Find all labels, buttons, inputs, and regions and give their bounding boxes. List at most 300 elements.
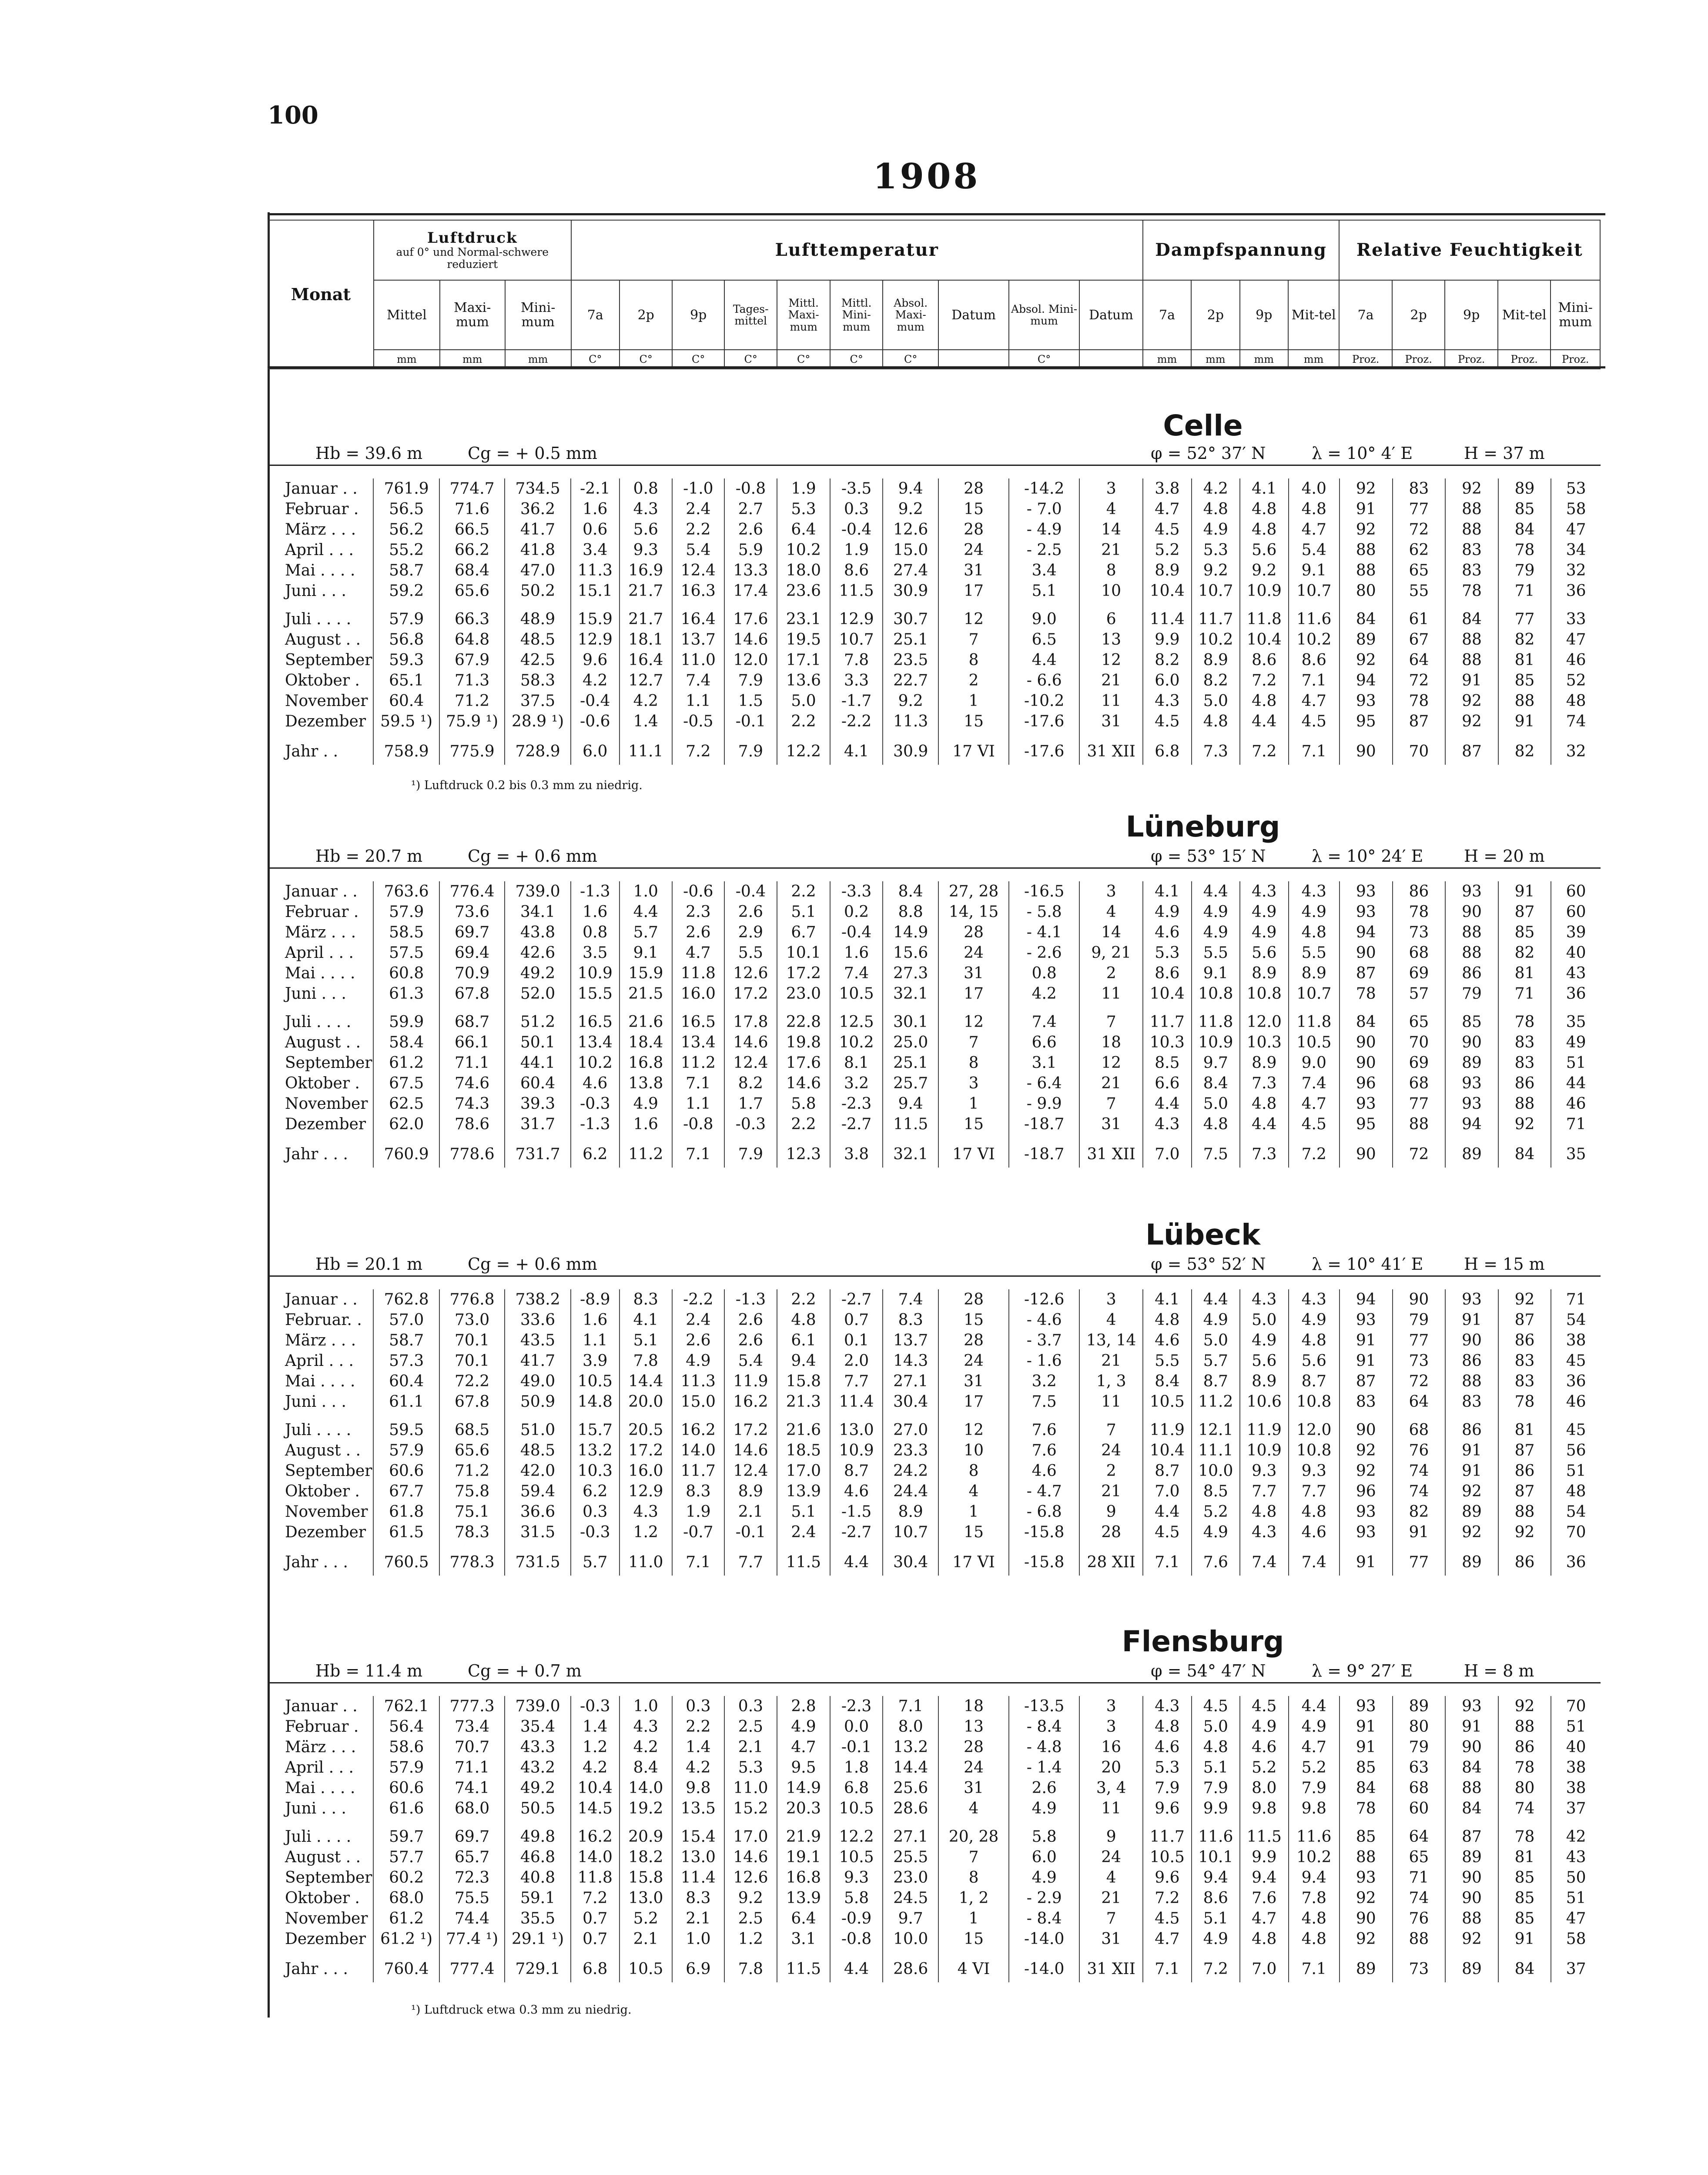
table-cell: 7.8: [724, 1949, 777, 1982]
spacer-cell: [1498, 1412, 1551, 1420]
spacer-cell: [268, 1819, 373, 1827]
table-cell: 68: [1393, 1778, 1446, 1798]
table-cell: 7.8: [620, 1351, 673, 1371]
table-cell: 5.1: [1192, 1908, 1240, 1929]
table-cell: 8.8: [883, 902, 938, 922]
spacer-cell: [571, 1819, 619, 1827]
table-cell: 9.8: [1240, 1798, 1288, 1819]
table-cell: 0.0: [830, 1717, 883, 1737]
table-cell: 3.8: [1143, 478, 1191, 499]
table-cell: 7.2: [1240, 732, 1288, 765]
table-cell: 8: [938, 650, 1009, 670]
row-label: Juni . . .: [285, 582, 346, 600]
table-cell: 32: [1551, 560, 1601, 581]
spacer-cell: [672, 1004, 724, 1012]
table-cell: 1, 3: [1079, 1371, 1143, 1392]
table-cell: 11.4: [1143, 609, 1191, 629]
table-cell: 9.4: [1192, 1867, 1240, 1888]
col-header: 2p: [1392, 280, 1445, 350]
table-cell: 56.4: [373, 1717, 439, 1737]
table-cell: 61.2 ¹): [373, 1929, 439, 1949]
spacer-cell: [1551, 1412, 1601, 1420]
table-cell: 11.5: [1240, 1827, 1288, 1847]
table-cell: 89: [1498, 478, 1551, 499]
table-cell: 2.5: [724, 1908, 777, 1929]
table-cell: 3.2: [830, 1073, 883, 1094]
table-cell: 4.8: [1143, 1310, 1191, 1330]
table-cell: 63: [1393, 1757, 1446, 1778]
page-number: 100: [268, 101, 318, 130]
table-cell: 34: [1551, 540, 1601, 560]
table-row: [268, 711, 1601, 732]
table-cell: 73.6: [439, 902, 505, 922]
table-cell: 5.9: [724, 540, 777, 560]
table-row: [268, 1114, 1601, 1134]
station-title: Flensburg: [1122, 1625, 1284, 1658]
table-cell: 23.5: [883, 650, 938, 670]
table-cell: 12.0: [1289, 1420, 1340, 1440]
table-cell: - 4.8: [1009, 1737, 1079, 1757]
table-row: [268, 1440, 1601, 1461]
spacer-cell: [620, 1412, 673, 1420]
table-row: [268, 478, 1601, 499]
spacer-cell: [439, 1004, 505, 1012]
table-cell: 7.9: [724, 1134, 777, 1168]
row-label: September: [285, 651, 372, 669]
spacer-cell: [1192, 1004, 1240, 1012]
spacer-cell: [830, 601, 883, 609]
table-cell: 4.4: [1192, 1289, 1240, 1310]
row-label: Dezember: [285, 1523, 366, 1541]
spacer-cell: [439, 1819, 505, 1827]
table-cell: 24: [938, 1757, 1009, 1778]
table-cell: 90: [1340, 1134, 1393, 1168]
table-cell: 23.0: [883, 1867, 938, 1888]
table-cell: 7.0: [1143, 1134, 1191, 1168]
table-cell: 11.9: [1143, 1420, 1191, 1440]
table-cell: 61: [1393, 609, 1446, 629]
table-cell: 7.9: [1192, 1778, 1240, 1798]
station-cg: Cg = + 0.7 m: [468, 1661, 582, 1680]
table-cell: 36: [1551, 1543, 1601, 1576]
table-cell: 92: [1498, 1289, 1551, 1310]
table-cell: 27, 28: [938, 881, 1009, 902]
table-cell: 1.1: [672, 691, 724, 711]
row-label: März . . .: [285, 521, 356, 539]
table-cell: 51: [1551, 1717, 1601, 1737]
table-cell: 8.3: [672, 1888, 724, 1908]
table-cell: 78: [1340, 984, 1393, 1004]
spacer-cell: [620, 1819, 673, 1827]
table-cell: 20.3: [777, 1798, 830, 1819]
table-cell: 2.5: [724, 1717, 777, 1737]
table-cell: 7.9: [724, 670, 777, 691]
table-row: [268, 1908, 1601, 1929]
table-cell: 5.3: [1192, 540, 1240, 560]
table-cell: 74: [1393, 1481, 1446, 1502]
table-cell: 6.0: [1009, 1847, 1079, 1867]
table-cell: 72: [1393, 1371, 1446, 1392]
table-cell: 11.9: [724, 1371, 777, 1392]
table-cell: 31: [1079, 711, 1143, 732]
table-cell: 84: [1340, 1778, 1393, 1798]
table-cell: 4.3: [1143, 691, 1191, 711]
table-cell: 44.1: [505, 1053, 571, 1073]
table-cell: 84: [1498, 519, 1551, 540]
table-cell: 59.4: [505, 1481, 571, 1502]
table-cell: 68: [1393, 1073, 1446, 1094]
station-table: [268, 1696, 1601, 1982]
table-cell: 1.8: [830, 1757, 883, 1778]
col-header: Mini-mum: [505, 280, 571, 350]
table-cell: 47.0: [505, 560, 571, 581]
table-cell: 91: [1393, 1522, 1446, 1543]
table-cell: 3.1: [1009, 1053, 1079, 1073]
spacer-cell: [1009, 1004, 1079, 1012]
table-cell: 7: [1079, 1012, 1143, 1032]
table-cell: 2.1: [724, 1502, 777, 1522]
table-cell: 20.0: [620, 1392, 673, 1412]
spacer-cell: [938, 601, 1009, 609]
row-label: September: [285, 1054, 372, 1072]
col-header: 7a: [1339, 280, 1392, 350]
spacer-cell: [777, 1412, 830, 1420]
table-cell: 4.9: [1289, 902, 1340, 922]
table-cell: 57.9: [373, 609, 439, 629]
table-cell: 6.5: [1009, 629, 1079, 650]
table-cell: 11.5: [883, 1114, 938, 1134]
station-longitude: λ = 10° 24′ E: [1312, 847, 1423, 866]
spacer-cell: [938, 1412, 1009, 1420]
station-longitude: λ = 10° 4′ E: [1312, 444, 1413, 463]
table-cell: 31: [938, 1371, 1009, 1392]
spacer-cell: [1143, 601, 1191, 609]
table-cell: 2.6: [724, 902, 777, 922]
table-cell: 7.2: [672, 732, 724, 765]
col-header: Absol. Maxi-mum: [883, 280, 938, 350]
table-cell: 2: [938, 670, 1009, 691]
table-cell: 18.0: [777, 560, 830, 581]
table-cell: 76: [1393, 1440, 1446, 1461]
table-cell: 9.6: [571, 650, 619, 670]
table-cell: 4.5: [1289, 711, 1340, 732]
table-cell: 0.7: [830, 1310, 883, 1330]
table-cell: -0.4: [830, 922, 883, 943]
table-cell: 86: [1498, 1073, 1551, 1094]
table-cell: -2.3: [830, 1094, 883, 1114]
table-cell: 92: [1445, 1522, 1498, 1543]
spacer-cell: [883, 601, 938, 609]
table-cell: 11.6: [1289, 1827, 1340, 1847]
table-cell: 77: [1498, 609, 1551, 629]
table-cell: 93: [1445, 1094, 1498, 1114]
col-unit: mm: [505, 350, 571, 369]
table-cell: 9.6: [1143, 1867, 1191, 1888]
table-cell: 48.5: [505, 629, 571, 650]
table-cell: 1: [938, 1502, 1009, 1522]
table-cell: 1.2: [724, 1929, 777, 1949]
row-spacer: [268, 1819, 1601, 1827]
row-label: Jahr . . .: [285, 1553, 348, 1571]
table-cell: 58.3: [505, 670, 571, 691]
table-cell: 46: [1551, 650, 1601, 670]
table-cell: 59.1: [505, 1888, 571, 1908]
table-cell: 4.9: [1192, 902, 1240, 922]
table-cell: 11.0: [724, 1778, 777, 1798]
table-cell: 12.5: [830, 1012, 883, 1032]
table-cell: 7.4: [1289, 1543, 1340, 1576]
table-cell: 85: [1340, 1757, 1393, 1778]
table-cell: 7.2: [1143, 1888, 1191, 1908]
table-cell: - 4.7: [1009, 1481, 1079, 1502]
table-cell: 27.1: [883, 1371, 938, 1392]
spacer-cell: [571, 1412, 619, 1420]
table-cell: 81: [1498, 1420, 1551, 1440]
table-cell: 2.1: [724, 1737, 777, 1757]
spacer-cell: [268, 601, 373, 609]
table-cell: -14.0: [1009, 1929, 1079, 1949]
table-cell: 85: [1498, 1867, 1551, 1888]
row-label: Jahr . .: [285, 743, 338, 760]
table-cell: 10.7: [883, 1522, 938, 1543]
table-cell: 93: [1340, 1867, 1393, 1888]
table-cell: 52: [1551, 670, 1601, 691]
table-cell: 64: [1393, 650, 1446, 670]
spacer-cell: [1240, 1412, 1288, 1420]
table-cell: 8.9: [1240, 1371, 1288, 1392]
station-latitude: φ = 54° 47′ N: [1151, 1661, 1266, 1680]
table-cell: 92: [1445, 478, 1498, 499]
spacer-cell: [620, 1004, 673, 1012]
spacer-cell: [777, 1004, 830, 1012]
station-table: [268, 478, 1601, 765]
table-cell: 7.5: [1192, 1134, 1240, 1168]
table-cell: 85: [1498, 1908, 1551, 1929]
row-spacer: [268, 1004, 1601, 1012]
table-cell: 6.0: [1143, 670, 1191, 691]
table-cell: 7: [938, 1847, 1009, 1867]
table-cell: 739.0: [505, 1696, 571, 1717]
table-cell: -15.8: [1009, 1543, 1079, 1576]
table-cell: 95: [1340, 711, 1393, 732]
row-label: Oktober .: [285, 672, 360, 689]
table-cell: 28: [938, 478, 1009, 499]
table-cell: 728.9: [505, 732, 571, 765]
table-cell: 9.0: [1009, 609, 1079, 629]
table-cell: 13.4: [571, 1032, 619, 1053]
table-cell: 4.1: [620, 1310, 673, 1330]
table-cell: 75.8: [439, 1481, 505, 1502]
table-cell: 72.3: [439, 1867, 505, 1888]
table-cell: 4: [1079, 1867, 1143, 1888]
spacer-cell: [1498, 1819, 1551, 1827]
table-cell: 81: [1498, 963, 1551, 984]
table-cell: 1.6: [571, 499, 619, 519]
spacer-cell: [1143, 1004, 1191, 1012]
table-cell: 89: [1340, 629, 1393, 650]
row-label: Juli . . . .: [285, 1828, 352, 1846]
spacer-cell: [1393, 601, 1446, 609]
table-row: [268, 1330, 1601, 1351]
station-title: Lüneburg: [1125, 810, 1280, 843]
spacer-cell: [883, 1004, 938, 1012]
table-cell: 56.2: [373, 519, 439, 540]
table-cell: 10.4: [1143, 984, 1191, 1004]
table-cell: 4.7: [1143, 499, 1191, 519]
table-cell: 14.3: [883, 1351, 938, 1371]
table-cell: 4.9: [620, 1094, 673, 1114]
table-cell: 5.1: [777, 1502, 830, 1522]
table-cell: 87: [1445, 1827, 1498, 1847]
table-cell: 14: [1079, 519, 1143, 540]
table-cell: 18.4: [620, 1032, 673, 1053]
table-cell: 10.9: [1192, 1032, 1240, 1053]
station-title: Lübeck: [1145, 1218, 1261, 1251]
table-cell: 30.4: [883, 1543, 938, 1576]
table-cell: 21.5: [620, 984, 673, 1004]
table-cell: -2.3: [830, 1696, 883, 1717]
table-cell: 4.9: [1240, 1330, 1288, 1351]
table-cell: 60.4: [373, 1371, 439, 1392]
table-cell: -0.8: [724, 478, 777, 499]
table-cell: 30.7: [883, 609, 938, 629]
table-row: [268, 581, 1601, 601]
table-cell: 12.6: [883, 519, 938, 540]
table-cell: 731.7: [505, 1134, 571, 1168]
table-cell: 44: [1551, 1073, 1601, 1094]
table-cell: 7.1: [1289, 670, 1340, 691]
table-cell: 5.4: [672, 540, 724, 560]
table-cell: 4.6: [1143, 1330, 1191, 1351]
table-cell: 91: [1445, 670, 1498, 691]
table-cell: 13.8: [620, 1073, 673, 1094]
table-cell: 11.8: [571, 1867, 619, 1888]
table-cell: 86: [1445, 1351, 1498, 1371]
table-cell: 72: [1393, 519, 1446, 540]
table-cell: 7.4: [830, 963, 883, 984]
table-cell: 7.2: [1289, 1134, 1340, 1168]
table-cell: 90: [1445, 1032, 1498, 1053]
table-cell: 760.4: [373, 1949, 439, 1982]
table-cell: -0.6: [672, 881, 724, 902]
table-cell: 57.9: [373, 902, 439, 922]
table-cell: 7.1: [1143, 1543, 1191, 1576]
table-cell: 43: [1551, 1847, 1601, 1867]
table-cell: 73: [1393, 1351, 1446, 1371]
spacer-cell: [373, 1004, 439, 1012]
row-label: November: [285, 1095, 368, 1113]
col-unit: Proz.: [1498, 350, 1551, 369]
table-cell: 95: [1340, 1114, 1393, 1134]
table-cell: 4: [1079, 902, 1143, 922]
table-cell: 7.6: [1240, 1888, 1288, 1908]
table-cell: 7.2: [571, 1888, 619, 1908]
table-cell: 86: [1498, 1330, 1551, 1351]
table-cell: 23.0: [777, 984, 830, 1004]
table-row: [268, 560, 1601, 581]
table-cell: 7: [1079, 1094, 1143, 1114]
table-cell: 4.7: [1240, 1908, 1288, 1929]
table-cell: 15.1: [571, 581, 619, 601]
table-cell: 60: [1551, 881, 1601, 902]
col-unit: Proz.: [1339, 350, 1392, 369]
table-cell: 4.4: [1143, 1094, 1191, 1114]
table-cell: 41.7: [505, 519, 571, 540]
table-cell: 11.5: [777, 1949, 830, 1982]
table-cell: 1.9: [777, 478, 830, 499]
row-label: März . . .: [285, 1738, 356, 1756]
table-cell: 776.4: [439, 881, 505, 902]
table-cell: 762.1: [373, 1696, 439, 1717]
table-cell: 12.0: [724, 650, 777, 670]
table-cell: 3.8: [830, 1134, 883, 1168]
table-cell: 4.7: [672, 943, 724, 963]
table-cell: 4.2: [1192, 478, 1240, 499]
spacer-cell: [505, 1004, 571, 1012]
table-cell: 79: [1498, 560, 1551, 581]
table-cell: 15.4: [672, 1827, 724, 1847]
row-label: Januar . .: [285, 480, 358, 498]
table-cell: 14.6: [777, 1073, 830, 1094]
row-label: Mai . . . .: [285, 964, 355, 982]
table-cell: -0.4: [830, 519, 883, 540]
table-cell: 4.8: [1289, 922, 1340, 943]
spacer-cell: [1289, 1412, 1340, 1420]
table-cell: 1.2: [620, 1522, 673, 1543]
section-rule: [268, 1682, 1601, 1683]
table-cell: 10.4: [571, 1778, 619, 1798]
spacer-cell: [938, 1004, 1009, 1012]
table-cell: 4.9: [1289, 1310, 1340, 1330]
table-cell: 9.9: [1240, 1847, 1288, 1867]
table-cell: 8: [938, 1461, 1009, 1481]
table-cell: -1.3: [724, 1289, 777, 1310]
row-label: November: [285, 1503, 368, 1521]
table-cell: 11.7: [672, 1461, 724, 1481]
spacer-cell: [1143, 1412, 1191, 1420]
table-cell: 2.2: [777, 1114, 830, 1134]
station-height: H = 8 m: [1464, 1661, 1534, 1680]
table-cell: 4.4: [830, 1949, 883, 1982]
table-cell: 2.8: [777, 1696, 830, 1717]
table-cell: -12.6: [1009, 1289, 1079, 1310]
spacer-cell: [1340, 1819, 1393, 1827]
row-label: November: [285, 692, 368, 710]
table-cell: 90: [1445, 1888, 1498, 1908]
table-cell: 89: [1445, 1053, 1498, 1073]
table-cell: 15.9: [571, 609, 619, 629]
table-cell: 84: [1445, 1757, 1498, 1778]
table-cell: 11.0: [620, 1543, 673, 1576]
table-row: [268, 1392, 1601, 1412]
table-cell: 21: [1079, 670, 1143, 691]
table-cell: 42: [1551, 1827, 1601, 1847]
table-cell: 5.5: [1143, 1351, 1191, 1371]
table-cell: 4.6: [1240, 1737, 1288, 1757]
table-cell: 88: [1445, 499, 1498, 519]
table-cell: 4.3: [1240, 1522, 1288, 1543]
table-cell: 0.7: [571, 1908, 619, 1929]
table-cell: 88: [1393, 1114, 1446, 1134]
table-cell: 7.7: [724, 1543, 777, 1576]
row-label: Oktober .: [285, 1482, 360, 1500]
table-cell: 13.9: [777, 1481, 830, 1502]
table-cell: 84: [1498, 1134, 1551, 1168]
table-cell: 8.7: [830, 1461, 883, 1481]
table-cell: 48.5: [505, 1440, 571, 1461]
table-row: [268, 650, 1601, 670]
table-cell: 79: [1445, 984, 1498, 1004]
